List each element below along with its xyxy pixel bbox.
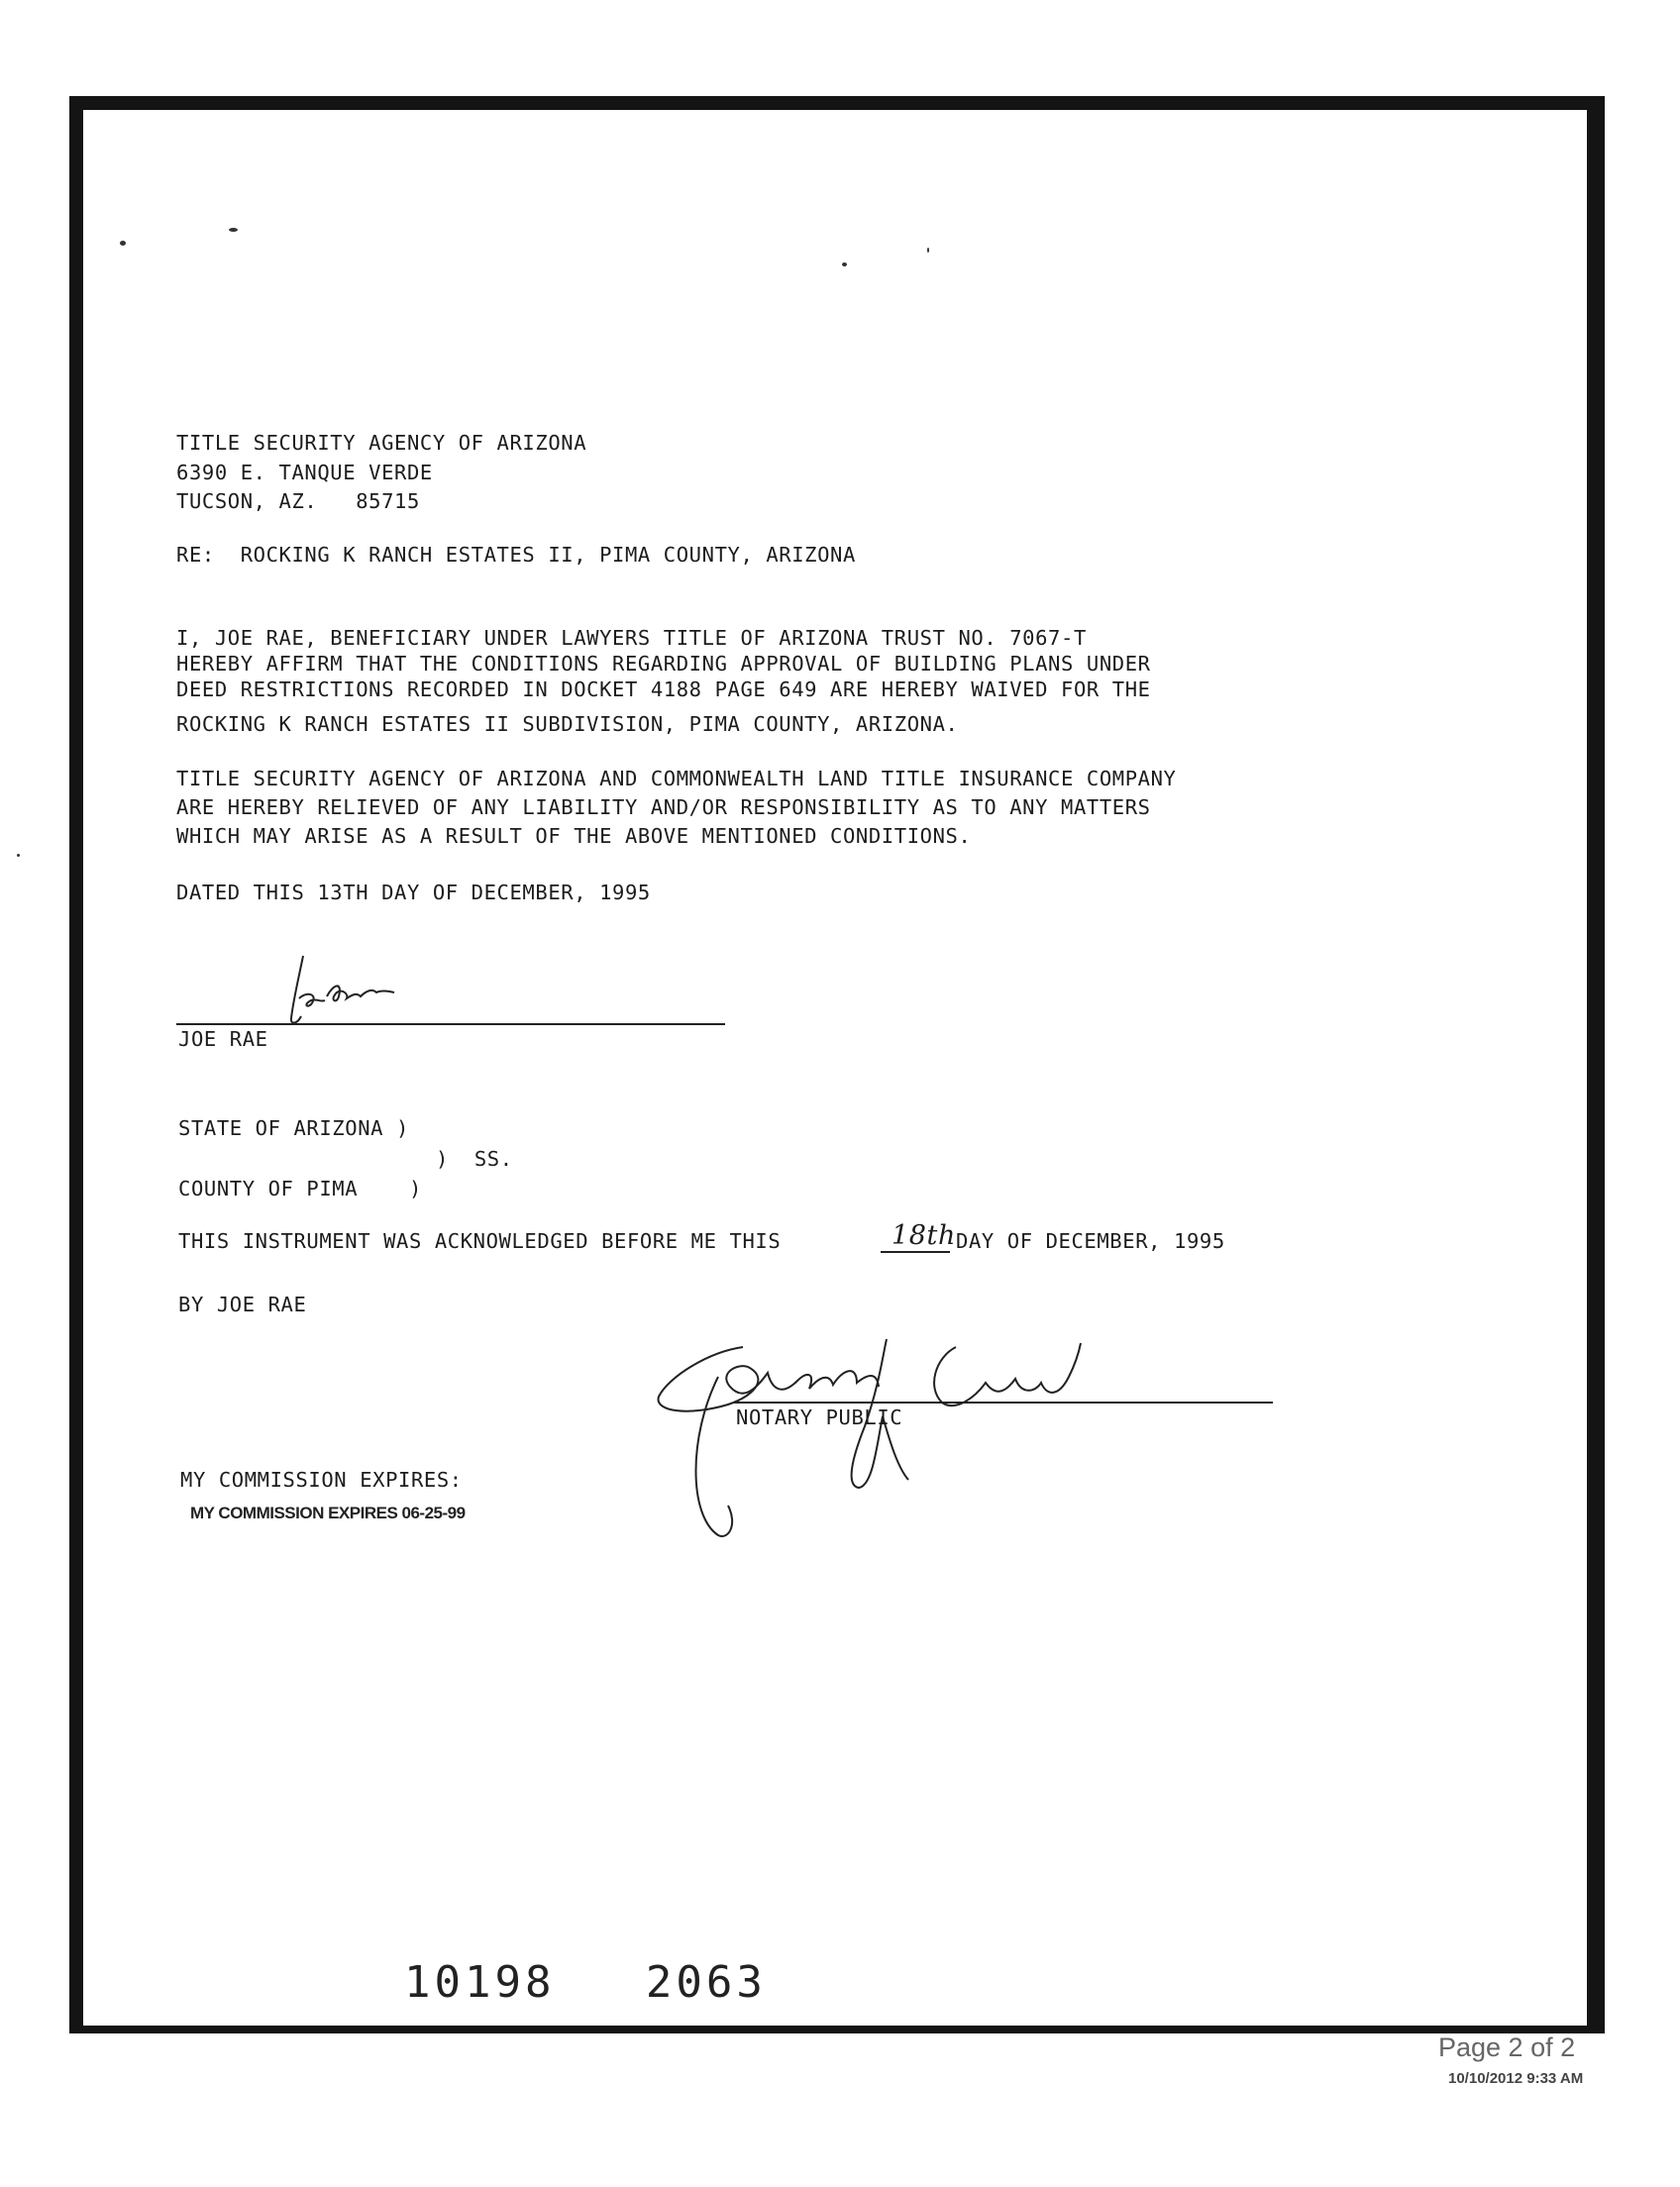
paragraph-2-line: ARE HEREBY RELIEVED OF ANY LIABILITY AND/OR RESPONSIBILITY AS TO ANY MATTERS <box>176 795 1151 819</box>
page-border <box>69 96 1605 2033</box>
acknowledgment-prefix: THIS INSTRUMENT WAS ACKNOWLEDGED BEFORE ME THIS <box>178 1229 782 1253</box>
acknowledgment-day-line <box>881 1251 950 1253</box>
scan-speck <box>842 262 847 266</box>
addressee-line-3: TUCSON, AZ. 85715 <box>176 489 420 513</box>
signer-signature-line <box>176 1023 725 1025</box>
joe-rae-signature <box>277 951 426 1030</box>
scan-speck <box>229 228 238 232</box>
acknowledgment-suffix: DAY OF DECEMBER, 1995 <box>956 1229 1225 1253</box>
print-timestamp: 10/10/2012 9:33 AM <box>1448 2070 1584 2087</box>
venue-county: COUNTY OF PIMA ) <box>178 1177 422 1200</box>
notary-signature <box>649 1317 1124 1545</box>
acknowledgment-day: 18th <box>892 1220 956 1251</box>
commission-label: MY COMMISSION EXPIRES: <box>180 1468 463 1492</box>
re-line: RE: ROCKING K RANCH ESTATES II, PIMA COUNTY, ARIZONA <box>176 543 856 567</box>
paragraph-1-line: ROCKING K RANCH ESTATES II SUBDIVISION, PIMA COUNTY, ARIZONA. <box>176 712 959 736</box>
paragraph-2-line: TITLE SECURITY AGENCY OF ARIZONA AND COMMONWEALTH LAND TITLE INSURANCE COMPANY <box>176 767 1177 790</box>
page-number: Page 2 of 2 <box>1438 2032 1576 2062</box>
notary-signature-line <box>733 1402 1273 1404</box>
recording-number: 10198 2063 <box>404 1957 767 2008</box>
signer-name: JOE RAE <box>178 1027 268 1051</box>
commission-expires-stamp: MY COMMISSION EXPIRES 06-25-99 <box>190 1504 466 1522</box>
venue-ss: ) SS. <box>436 1147 513 1171</box>
venue-state: STATE OF ARIZONA ) <box>178 1116 409 1140</box>
scan-speck <box>927 248 929 253</box>
paragraph-1-line: I, JOE RAE, BENEFICIARY UNDER LAWYERS TITLE OF ARIZONA TRUST NO. 7067-T <box>176 626 1087 650</box>
paragraph-1-line: HEREBY AFFIRM THAT THE CONDITIONS REGARDING APPROVAL OF BUILDING PLANS UNDER <box>176 652 1151 676</box>
paragraph-1-line: DEED RESTRICTIONS RECORDED IN DOCKET 4188 PAGE 649 ARE HEREBY WAIVED FOR THE <box>176 677 1151 701</box>
scan-speck <box>17 854 20 857</box>
addressee-line-1: TITLE SECURITY AGENCY OF ARIZONA <box>176 431 587 455</box>
notary-title: NOTARY PUBLIC <box>736 1406 903 1429</box>
by-line: BY JOE RAE <box>178 1293 307 1316</box>
addressee-line-2: 6390 E. TANQUE VERDE <box>176 461 433 484</box>
dated-line: DATED THIS 13TH DAY OF DECEMBER, 1995 <box>176 881 651 904</box>
scan-speck <box>120 241 126 246</box>
paragraph-2-line: WHICH MAY ARISE AS A RESULT OF THE ABOVE MENTIONED CONDITIONS. <box>176 824 972 848</box>
